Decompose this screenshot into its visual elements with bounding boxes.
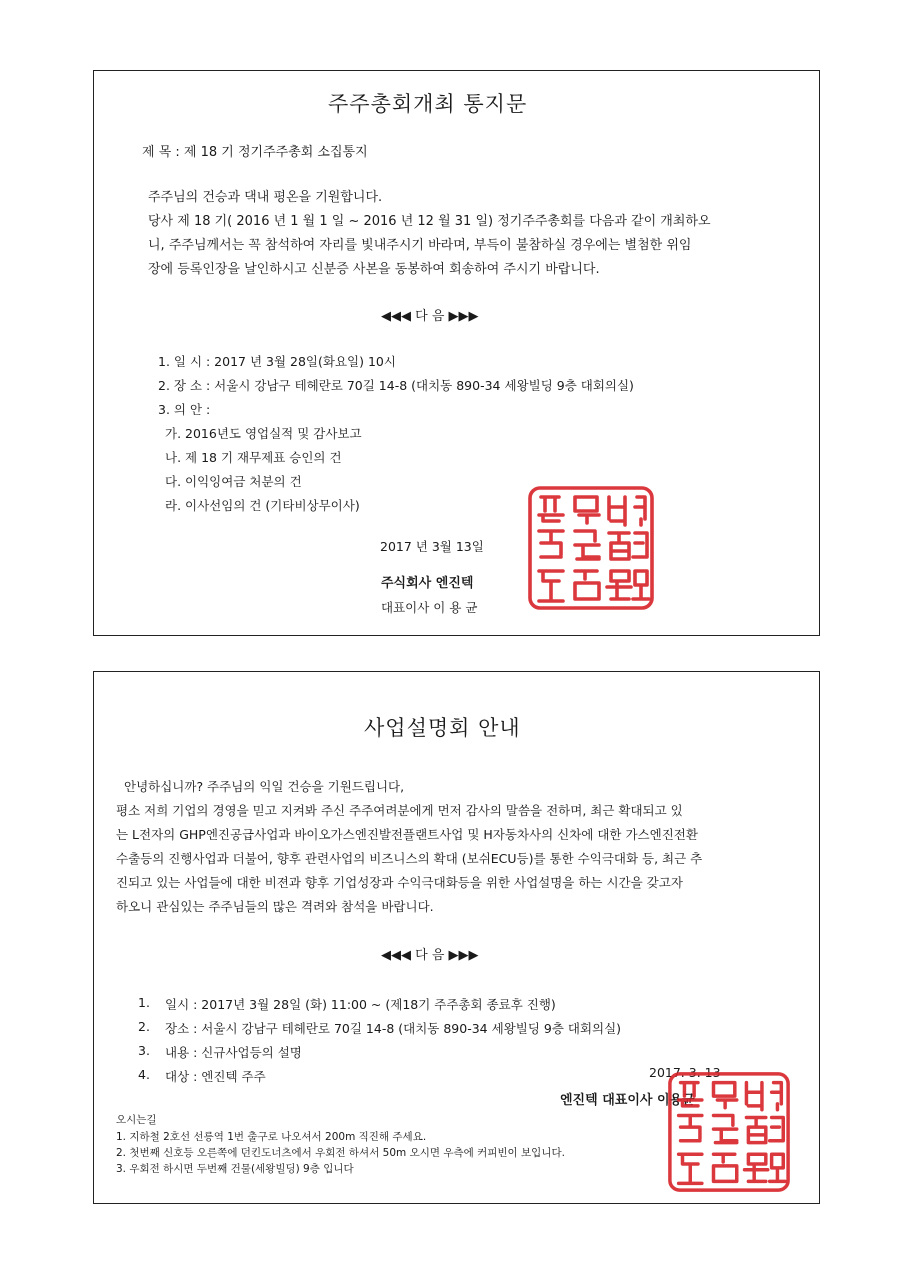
notice1-separator: ◀◀◀ 다 음 ▶▶▶ bbox=[381, 309, 479, 324]
notice2-item-text: 일시 : 2017년 3월 28일 (화) 11:00 ~ (제18기 주주총회 종료후 진행) bbox=[165, 997, 556, 1012]
directions-step: 1. 지하철 2호선 선릉역 1번 출구로 나오셔서 200m 직진해 주세요. bbox=[116, 1131, 427, 1143]
notice2-item-number: 3. bbox=[138, 1043, 150, 1058]
notice1-agenda-item: 가. 2016년도 영업실적 및 감사보고 bbox=[165, 426, 362, 441]
notice1-item: 3. 의 안 : bbox=[158, 402, 211, 417]
notice1-date: 2017 년 3월 13일 bbox=[380, 539, 484, 554]
notice1-agenda-item: 라. 이사선임의 건 (기타비상무이사) bbox=[165, 498, 360, 513]
notice1-body-line: 장에 등록인장을 날인하시고 신분증 사본을 동봉하여 회송하여 주시기 바랍니다. bbox=[148, 262, 600, 277]
notice2-title: 사업설명회 안내 bbox=[364, 716, 521, 740]
notice2-body-line: 하오니 관심있는 주주님들의 많은 격려와 참석을 바랍니다. bbox=[116, 899, 434, 914]
notice1-item: 1. 일 시 : 2017 년 3월 28일(화요일) 10시 bbox=[158, 354, 396, 369]
notice1-agenda-item: 다. 이익잉여금 처분의 건 bbox=[165, 474, 302, 489]
notice2-item-text: 장소 : 서울시 강남구 테헤란로 70길 14-8 (대치동 890-34 세왕빌딩 9층 대회의실) bbox=[165, 1021, 622, 1036]
notice2-body-line: 수출등의 진행사업과 더불어, 향후 관련사업의 비즈니스의 확대 (보쉬ECU등)를 통한 수익극대화 등, 최근 추 bbox=[116, 851, 703, 866]
notice1-body-line: 주주님의 건승과 댁내 평온을 기원합니다. bbox=[148, 190, 383, 205]
notice1-body-line: 당사 제 18 기( 2016 년 1 월 1 일 ~ 2016 년 12 월 31 일) 정기주주총회를 다음과 같이 개최하오 bbox=[148, 214, 711, 229]
notice1-item: 2. 장 소 : 서울시 강남구 테헤란로 70길 14-8 (대치동 890-34 세왕빌딩 9층 대회의실) bbox=[158, 378, 634, 393]
notice2-body-line: 는 L전자의 GHP엔진공급사업과 바이오가스엔진발전플랜트사업 및 H자동차사의 신차에 대한 가스엔진전환 bbox=[116, 827, 698, 842]
notice1-company: 주식회사 엔진텍 bbox=[381, 576, 474, 591]
notice1-ceo: 대표이사 이 용 균 bbox=[381, 600, 478, 615]
notice2-item-number: 4. bbox=[138, 1067, 150, 1082]
notice1-body-line: 니, 주주님께서는 꼭 참석하여 자리를 빛내주시기 바라며, 부득이 불참하실 경우에는 별첨한 위임 bbox=[148, 238, 692, 253]
notice2-item-number: 2. bbox=[138, 1019, 150, 1034]
company-seal-stamp bbox=[667, 1070, 791, 1194]
notice1-subject: 제 목 : 제 18 기 정기주주총회 소집통지 bbox=[142, 145, 368, 160]
notice2-body-line: 진되고 있는 사업들에 대한 비젼과 향후 기업성장과 수익극대화등을 위한 사업설명을 하는 시간을 갖고자 bbox=[116, 875, 683, 890]
notice2-item-number: 1. bbox=[138, 995, 150, 1010]
notice1-title: 주주총회개최 통지문 bbox=[328, 92, 528, 116]
notice2-separator: ◀◀◀ 다 음 ▶▶▶ bbox=[381, 948, 479, 963]
notice2-signature: 엔진텍 대표이사 이용균 bbox=[560, 1093, 695, 1108]
notice2-item-text: 내용 : 신규사업등의 설명 bbox=[165, 1045, 302, 1060]
notice2-item-text: 대상 : 엔진텍 주주 bbox=[165, 1069, 266, 1084]
notice2-body-line: 안녕하십니까? 주주님의 익일 건승을 기원드립니다, bbox=[124, 779, 405, 794]
notice1-agenda-item: 나. 제 18 기 재무제표 승인의 건 bbox=[165, 450, 342, 465]
company-seal-stamp bbox=[527, 485, 655, 611]
directions-step: 3. 우회전 하시면 두번째 건물(세왕빌딩) 9층 입니다 bbox=[116, 1163, 354, 1175]
notice2-body-line: 평소 저희 기업의 경영을 믿고 지켜봐 주신 주주여려분에게 먼저 감사의 말씀을 전하며, 최근 확대되고 있 bbox=[116, 803, 683, 818]
directions-step: 2. 첫번째 신호등 오른쪽에 던킨도너츠에서 우회전 하셔서 50m 오시면 우측에 커피빈이 보입니다. bbox=[116, 1147, 565, 1159]
directions-title: 오시는길 bbox=[116, 1114, 157, 1126]
notice2-date: 2017. 3. 13 bbox=[649, 1065, 721, 1080]
